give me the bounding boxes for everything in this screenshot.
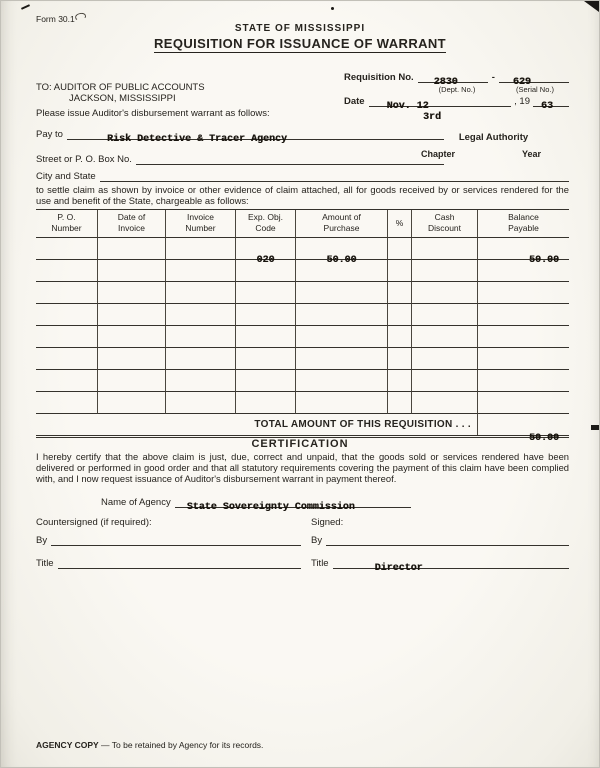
agency-label: Name of Agency: [101, 496, 171, 508]
table-row: [36, 304, 569, 326]
table-cell: [166, 370, 236, 392]
table-cell: [236, 348, 296, 370]
table-cell: [412, 348, 478, 370]
date-row: [344, 94, 569, 112]
footer-copy-text: — To be retained by Agency for its records.: [101, 740, 264, 750]
table-cell: [388, 260, 412, 282]
scan-artifact: [591, 425, 599, 430]
table-cell: [36, 260, 98, 282]
table-cell: [478, 326, 569, 348]
dept-no-caption: (Dept. No.): [438, 85, 476, 94]
by-label: By: [311, 534, 323, 546]
state-title: STATE OF MISSISSIPPI: [234, 23, 366, 34]
table-row: [36, 348, 569, 370]
table-cell: [412, 392, 478, 414]
serial-no-value: 629: [512, 77, 531, 88]
city-state-label: City and State: [36, 170, 96, 182]
addressee-line-1: TO: AUDITOR OF PUBLIC ACCOUNTS: [36, 82, 205, 93]
table-cell: [296, 348, 388, 370]
table-cell: [412, 326, 478, 348]
table-cell: [166, 282, 236, 304]
signed-title-row: [311, 556, 569, 574]
table-cell: [236, 370, 296, 392]
table-cell: [478, 260, 569, 282]
settle-clause: to settle claim as shown by invoice or other evidence of claim attached, all for goods received by or services rendered for the use and benefit of the State, chargeable as follows:: [36, 184, 569, 206]
column-header-percent: %: [388, 210, 412, 238]
column-header-balance-payable: Balance Payable: [478, 210, 569, 238]
table-cell: [236, 304, 296, 326]
table-row: [36, 392, 569, 414]
year-column-label: Year: [522, 149, 542, 159]
table-cell: [98, 260, 166, 282]
column-header-po-number: P. O. Number: [36, 210, 98, 238]
title-label: Title: [36, 557, 54, 569]
table-cell: [412, 304, 478, 326]
table-cell: [236, 326, 296, 348]
table-cell: [388, 348, 412, 370]
signed-title-field: [333, 556, 569, 574]
requisition-number-label: Requisition No.: [344, 71, 414, 83]
table-cell: [388, 282, 412, 304]
document-title: [1, 36, 599, 51]
table-cell: [98, 238, 166, 260]
table-cell: [478, 370, 569, 392]
table-row: [36, 370, 569, 392]
scan-artifact: [584, 1, 599, 12]
table-cell-balance: [478, 238, 569, 267]
table-cell: [36, 282, 98, 304]
table-cell: [478, 348, 569, 370]
countersigned-title-field: [58, 556, 301, 569]
table-cell: [412, 370, 478, 392]
pay-to-row: [36, 127, 444, 145]
table-cell: [296, 370, 388, 392]
countersigned-by-row: [36, 533, 301, 546]
year-value: 63: [541, 101, 554, 112]
column-header-date-of-invoice: Date of Invoice: [98, 210, 166, 238]
table-cell: [412, 282, 478, 304]
table-cell: [98, 282, 166, 304]
table-cell: [166, 260, 236, 282]
scan-artifact: [74, 12, 86, 21]
exp-obj-code-value: 020: [256, 255, 275, 267]
table-row: [36, 326, 569, 348]
city-state-row: [36, 169, 569, 182]
countersigned-title-row: [36, 556, 301, 569]
table-cell-exp-obj-code: [236, 238, 296, 267]
table-cell: [412, 260, 478, 282]
table-cell: [166, 348, 236, 370]
total-label-cell: [36, 414, 478, 435]
serial-no-caption: (Serial No.): [516, 85, 554, 94]
table-cell: [388, 392, 412, 414]
footer-copy-label: AGENCY COPY: [36, 740, 99, 750]
serial-no-field: [499, 70, 569, 88]
table-cell: [98, 392, 166, 414]
date-value: Nov. 12: [386, 101, 429, 112]
column-header-cash-discount: Cash Discount: [412, 210, 478, 238]
table-cell: [296, 304, 388, 326]
requisition-number-row: [344, 70, 569, 88]
agency-value: State Sovereignty Commission: [186, 502, 355, 513]
street-field: [136, 152, 444, 165]
table-cell: [296, 326, 388, 348]
footer-note: [36, 740, 263, 750]
column-header-amount-of-purchase: Amount of Purchase: [296, 210, 388, 238]
table-row: [36, 238, 569, 267]
table-cell: [296, 282, 388, 304]
table-cell: [166, 392, 236, 414]
pay-to-label: Pay to: [36, 128, 63, 140]
table-cell: [236, 260, 296, 282]
title-label: Title: [311, 557, 329, 569]
table-row: [36, 282, 569, 304]
total-value-cell: [478, 414, 569, 445]
dept-no-value: 2830: [433, 77, 458, 88]
table-cell-amount: [296, 238, 388, 267]
balance-value: 50.00: [528, 255, 559, 267]
table-cell: [36, 392, 98, 414]
date-field: [369, 94, 512, 112]
table-cell: [236, 282, 296, 304]
agency-field: [175, 495, 411, 513]
year-field: [533, 94, 569, 112]
table-cell: [166, 326, 236, 348]
total-label: TOTAL AMOUNT OF THIS REQUISITION . . .: [254, 419, 471, 431]
table-cell: [98, 370, 166, 392]
document-title-text: REQUISITION FOR ISSUANCE OF WARRANT: [153, 36, 447, 51]
table-cell: [478, 282, 569, 304]
requisition-dash: -: [491, 71, 495, 83]
scan-artifact: [21, 4, 30, 10]
countersigned-by-field: [51, 533, 301, 546]
countersigned-label: Countersigned (if required):: [36, 517, 152, 528]
pay-to-value: Risk Detective & Tracer Agency: [106, 134, 287, 145]
table-cell: [36, 370, 98, 392]
form-number: Form 30.1: [36, 14, 75, 24]
table-cell: [36, 304, 98, 326]
table-cell: [36, 238, 98, 260]
dept-no-field: [418, 70, 488, 88]
signed-label: Signed:: [311, 517, 344, 528]
table-cell: [296, 392, 388, 414]
street-row: [36, 152, 444, 165]
table-cell: [412, 238, 478, 260]
table-cell: [296, 260, 388, 282]
table-cell: [98, 326, 166, 348]
year-prefix: , 19: [514, 95, 530, 107]
total-value: 50.00: [528, 433, 559, 445]
by-label: By: [36, 534, 48, 546]
addressee-line-2: JACKSON, MISSISSIPPI: [69, 93, 176, 104]
table-cell: [388, 326, 412, 348]
table-cell: [388, 304, 412, 326]
table-cell: [388, 370, 412, 392]
table-cell: [166, 304, 236, 326]
table-row: [36, 260, 569, 282]
certification-heading: CERTIFICATION: [251, 438, 349, 450]
table-cell: [478, 392, 569, 414]
signed-by-row: [311, 533, 569, 546]
legal-authority-label: Legal Authority: [458, 132, 529, 143]
table-cell: [36, 326, 98, 348]
signed-by-field: [326, 533, 569, 546]
table-cell: [166, 238, 236, 260]
table-cell: [98, 348, 166, 370]
city-state-field: [100, 169, 569, 182]
table-cell: [388, 238, 412, 260]
issue-instruction: Please issue Auditor's disbursement warrant as follows:: [36, 108, 270, 119]
pay-to-field: [67, 127, 444, 145]
street-label: Street or P. O. Box No.: [36, 153, 132, 165]
column-header-invoice-number: Invoice Number: [166, 210, 236, 238]
table-cell: [98, 304, 166, 326]
table-cell: [236, 392, 296, 414]
table-header-row: [36, 209, 569, 238]
table-cell: [36, 348, 98, 370]
certification-body: I hereby certify that the above claim is just, due, correct and unpaid, that the goods sold or services rendered have been delivered or performed in good order and that all statutory requirements covering the payment of this claim have been complied with, and I now request issuance of Auditor's disbursement warrant in payment thereof.: [36, 451, 569, 485]
chapter-label: Chapter: [421, 149, 456, 159]
signed-title-value: Director: [374, 563, 423, 574]
scan-artifact: [331, 7, 334, 10]
table-cell: [478, 304, 569, 326]
column-header-exp-obj-code: Exp. Obj. Code: [236, 210, 296, 238]
amount-value: 50.00: [326, 255, 357, 267]
date-label: Date: [344, 95, 365, 107]
agency-row: [101, 495, 411, 513]
legal-authority-value: 3rd: [423, 112, 442, 123]
